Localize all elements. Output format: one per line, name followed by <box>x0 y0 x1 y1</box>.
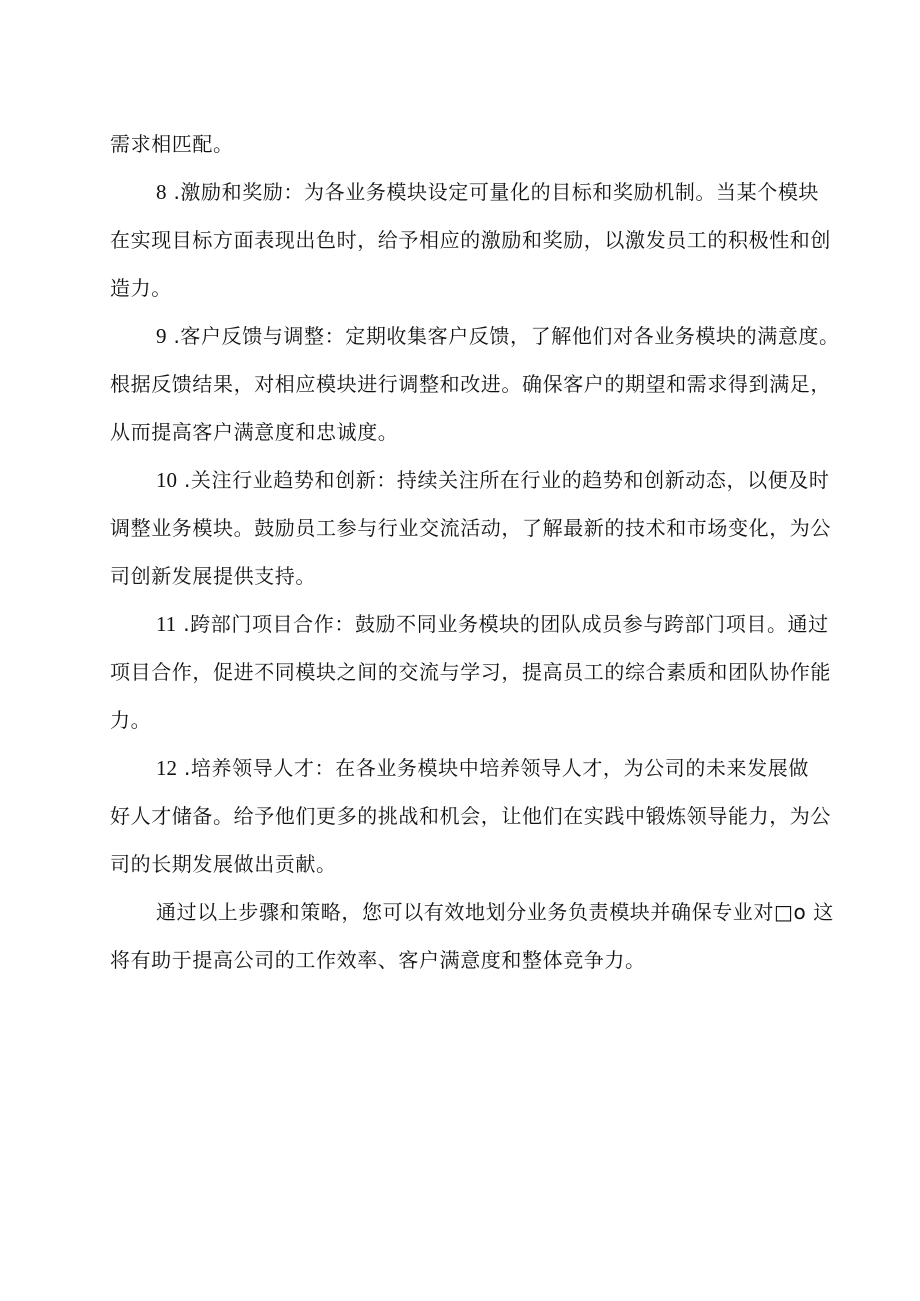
paragraph-line: 从而提高客户满意度和忠诚度。 <box>110 420 399 444</box>
paragraph-text: .激励和奖励：为各业务模块设定可量化的目标和奖励机制。当某个模块 <box>166 180 820 204</box>
paragraph-9 <box>110 312 840 456</box>
paragraph-number: 10 <box>156 468 177 492</box>
paragraph-line: 司创新发展提供支持。 <box>110 564 316 588</box>
paragraph-line: 调整业务模块。鼓励员工参与行业交流活动，了解最新的技术和市场变化，为公 <box>110 516 831 540</box>
paragraph-12 <box>110 744 831 888</box>
paragraph-text: .培养领导人才：在各业务模块中培养领导人才，为公司的未来发展做 <box>177 756 809 780</box>
paragraph-number: 11 <box>156 612 177 636</box>
paragraph-line <box>110 744 826 792</box>
paragraph-8 <box>110 168 831 312</box>
paragraph-line: 司的长期发展做出贡献。 <box>110 852 337 876</box>
intro-line: 需求相匹配。 <box>110 132 234 156</box>
paragraph-line: 项目合作，促进不同模块之间的交流与学习，提高员工的综合素质和团队协作能 <box>110 660 831 684</box>
document-body <box>110 120 840 984</box>
paragraph-text: .客户反馈与调整：定期收集客户反馈，了解他们对各业务模块的满意度。 <box>166 324 840 348</box>
paragraph-line: 力。 <box>110 708 152 732</box>
paragraph-line <box>110 312 840 360</box>
paragraph-line <box>110 456 830 504</box>
paragraph-11 <box>110 600 831 744</box>
paragraph-line <box>110 600 829 648</box>
paragraph-line: 在实现目标方面表现出色时，给予相应的激励和奖励，以激发员工的积极性和创 <box>110 228 831 252</box>
paragraph-line: 通过以上步骤和策略，您可以有效地划分业务负责模块并确保专业对□o 这 <box>156 900 834 924</box>
paragraph-number: 12 <box>156 756 177 780</box>
paragraph-text: .跨部门项目合作：鼓励不同业务模块的团队成员参与跨部门项目。通过 <box>176 612 829 636</box>
paragraph-number: 9 <box>156 324 167 348</box>
paragraph-text: .关注行业趋势和创新：持续关注所在行业的趋势和创新动态，以便及时 <box>177 468 830 492</box>
conclusion-paragraph <box>110 888 834 984</box>
paragraph-line: 根据反馈结果，对相应模块进行调整和改进。确保客户的期望和需求得到满足， <box>110 372 831 396</box>
paragraph-line <box>110 168 826 216</box>
paragraph-number: 8 <box>156 180 167 204</box>
paragraph-10 <box>110 456 831 600</box>
paragraph-line: 好人才储备。给予他们更多的挑战和机会，让他们在实践中锻炼领导能力，为公 <box>110 804 831 828</box>
paragraph-line: 造力。 <box>110 276 172 300</box>
paragraph-line: 将有助于提高公司的工作效率、客户满意度和整体竞争力。 <box>110 948 646 972</box>
